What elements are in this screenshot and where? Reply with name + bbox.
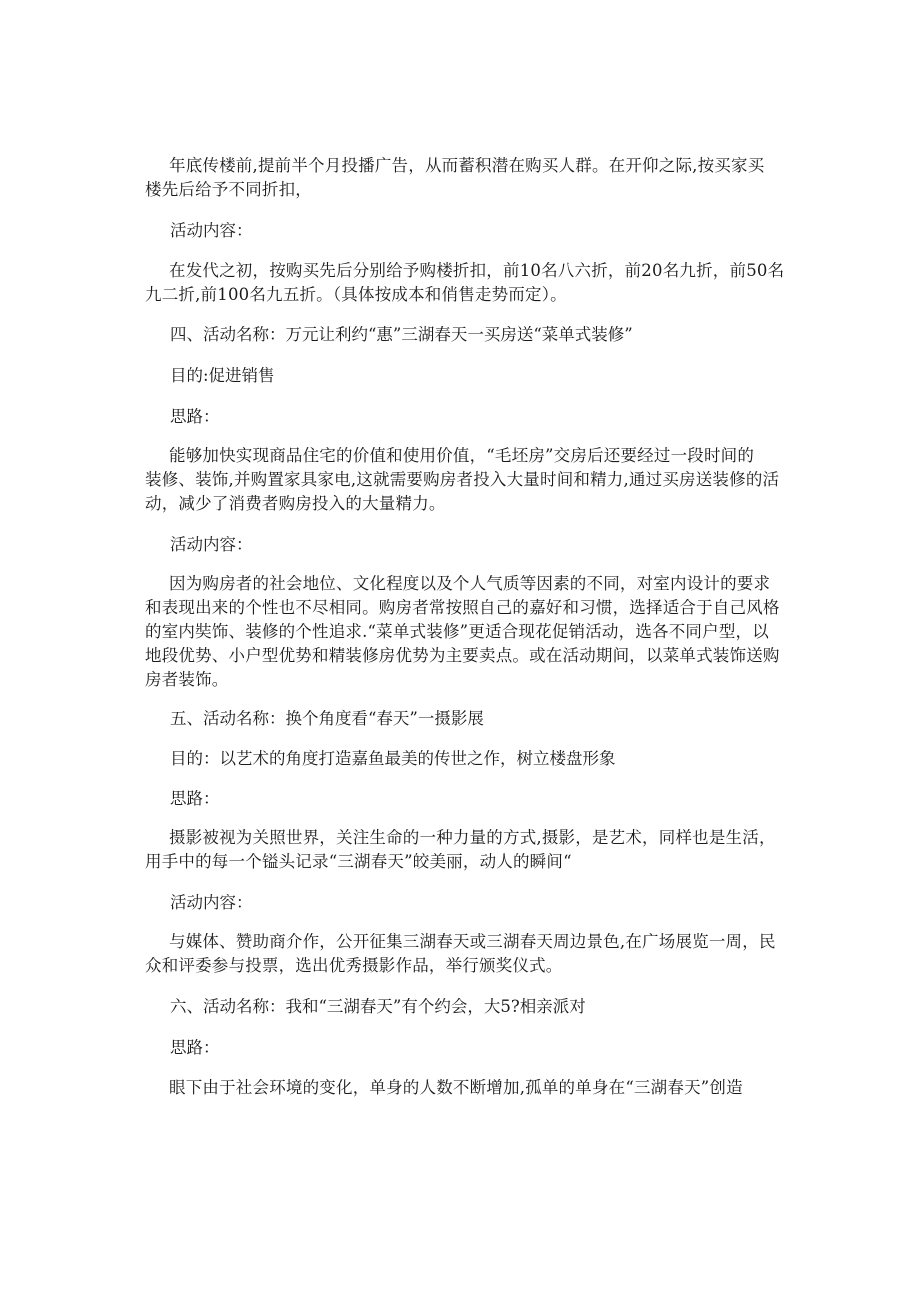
heading-approach: 思路： — [170, 407, 220, 426]
paragraph-menu-decoration — [145, 572, 795, 692]
text-line: 与媒体、赞助商介作，公开征集三湖春天或三湖春天周边景色,在广场展览一周，民 — [169, 932, 776, 951]
heading-approach: 思路： — [170, 789, 220, 808]
heading-activity-four: 四、活动名称：万元让利约“惠”三湖春天一买房送“菜单式装修” — [170, 325, 633, 344]
text-line: 和表现出来的个性也不尽相同。购房者常按照自己的嘉好和习惯，选择适合于自己风格 — [145, 598, 780, 617]
heading-purpose-art: 目的：以艺术的角度打造嘉鱼最美的传世之作，树立楼盘形象 — [170, 749, 616, 768]
text-line: 房者装饰。 — [145, 670, 229, 689]
heading-activity-six: 六、活动名称：我和“三湖春天”有个约会，大5?相亲派对 — [170, 997, 586, 1016]
text-line: 在发代之初，按购买先后分别给予购楼折扣，前10名八六折，前20名九折，前50名 — [169, 261, 785, 280]
paragraph-early-advertising — [145, 154, 795, 202]
text-line: 摄影被视为关照世界，关注生命的一种力量的方式,摄影，是艺术，同样也是生活， — [169, 828, 776, 847]
text-line: 能够加快实现商品住宅的价值和使用价值，“毛坯房”交房后还要经过一段时间的 — [169, 446, 755, 465]
text-line: 九二折,前100名九五折。（具体按成本和俏售走势而定）。 — [145, 285, 567, 304]
text-line: 因为购房者的社会地位、文化程度以及个人气质等因素的不同，对室内设计的要求 — [169, 574, 771, 593]
text-line: 众和评委参与投票，选出优秀摄影作品，举行颁奖仪式。 — [145, 956, 563, 975]
paragraph-decoration-value — [145, 444, 795, 516]
heading-approach: 思路： — [170, 1038, 220, 1057]
heading-purpose-sales: 目的:促进销售 — [170, 366, 275, 385]
heading-activity-five: 五、活动名称：换个角度看“春天”一摄影展 — [170, 709, 484, 728]
paragraph-photo-contest — [145, 930, 795, 978]
text-line: 装修、装饰,并购置家具家电,这就需要购房者投入大量时间和精力,通过买房送装修的活 — [145, 470, 780, 489]
text-line: 动，减少了消费者购房投入的大量精力。 — [145, 494, 446, 513]
paragraph-discount-tiers — [145, 259, 795, 307]
text-line: 地段优势、小户型优势和精装修房优势为主要卖点。或在活动期间，以菜单式装饰送购 — [145, 646, 780, 665]
text-line: 的室内奘饰、装修的个性追求.“菜单式装修”更适合现花促销活动，选各不同户型，以 — [145, 622, 769, 641]
text-line: 年底传楼前,提前半个月投播广告，从而蓄积潜在购买人群。在开仰之际,按买家买 — [169, 156, 765, 175]
heading-activity-content: 活动内容： — [170, 893, 253, 912]
paragraph-singles — [145, 1076, 795, 1100]
text-line: 用手中的每一个镒头记录“三湖春天”皎美丽，动人的瞬间“ — [145, 852, 572, 871]
text-line: 眼下由于社会环境的变化，单身的人数不断增加,孤单的单身在“三湖春天”创造 — [169, 1078, 743, 1097]
heading-activity-content: 活动内容： — [170, 221, 253, 240]
heading-activity-content: 活动内容： — [170, 535, 253, 554]
paragraph-photography — [145, 826, 795, 874]
text-line: 楼先后给予不同折扣， — [145, 180, 312, 199]
